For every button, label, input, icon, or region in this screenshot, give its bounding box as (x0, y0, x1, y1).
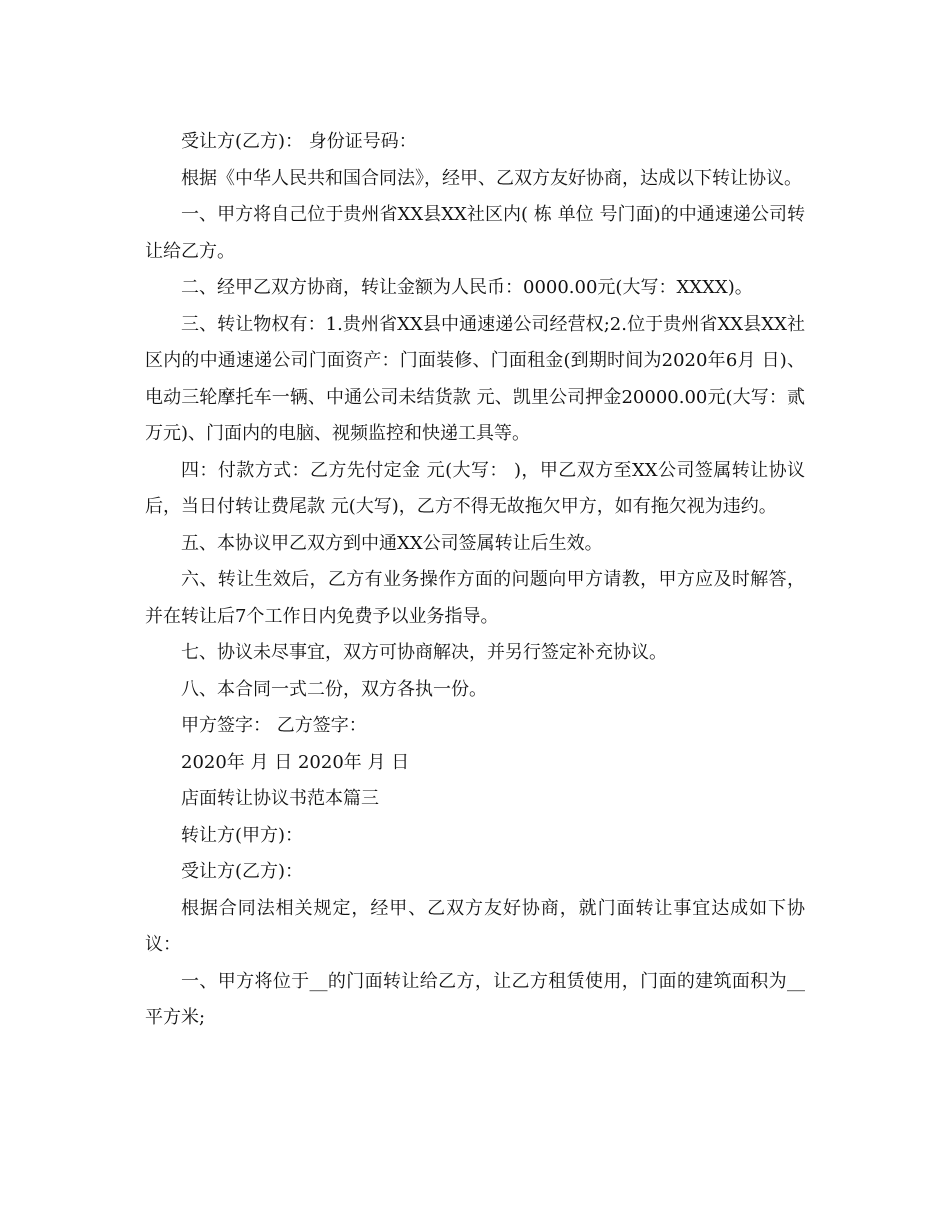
section-heading: 店面转让协议书范本篇三 (181, 788, 379, 809)
paragraph-transferee: 受让方(乙方)： 身份证号码： (181, 131, 417, 152)
paragraph-clause-7: 七、协议未尽事宜，双方可协商解决，并另行签定补充协议。 (181, 642, 667, 663)
document-body (145, 124, 805, 1037)
paragraph-clause-2: 二、经甲乙双方协商，转让金额为人民币：0000.00元(大写：XXXX)。 (181, 277, 753, 298)
paragraph-clause-1: 一、甲方将自己位于贵州省XX县XX社区内( 栋 单位 号门面)的中通速递公司转让给乙方。 (145, 204, 805, 262)
paragraph-clause-5: 五、本协议甲乙双方到中通XX公司签属转让后生效。 (181, 532, 603, 554)
paragraph-clause-3: 三、转让物权有：1.贵州省XX县中通速递公司经营权;2.位于贵州省XX县XX社区内的中通速递公司门面资产：门面装修、门面租金(到期时间为2020年6月 日)、电动三轮摩托车一辆、中通公司未结货款 元、凯里公司押金20000.00元(大写：贰万元)、门面内的电脑、视频监控和快递工具等。 (145, 313, 805, 444)
paragraph-clause-1-2: 一、甲方将位于__的门面转让给乙方，让乙方租赁使用，门面的建筑面积为__平方米; (145, 970, 805, 1028)
paragraph-dates: 2020年 月 日 2020年 月 日 (181, 751, 410, 773)
paragraph-signatures: 甲方签字： 乙方签字： (181, 715, 367, 736)
paragraph-clause-4: 四：付款方式：乙方先付定金 元(大写： )，甲乙双方至XX公司签属转让协议后，当日付转让费尾款 元(大写)，乙方不得无故拖欠甲方，如有拖欠视为违约。 (145, 459, 805, 517)
paragraph-transferee-2: 受让方(乙方)： (181, 861, 304, 882)
paragraph-clause-6: 六、转让生效后，乙方有业务操作方面的问题向甲方请教，甲方应及时解答，并在转让后7个工作日内免费予以业务指导。 (145, 569, 805, 627)
paragraph-transferor-2: 转让方(甲方)： (181, 824, 304, 846)
paragraph-preamble: 根据《中华人民共和国合同法》，经甲、乙双方友好协商，达成以下转让协议。 (181, 167, 802, 189)
paragraph-clause-8: 八、本合同一式二份，双方各执一份。 (181, 678, 487, 700)
paragraph-preamble-2: 根据合同法相关规定，经甲、乙双方友好协商，就门面转让事宜达成如下协议： (145, 897, 805, 955)
